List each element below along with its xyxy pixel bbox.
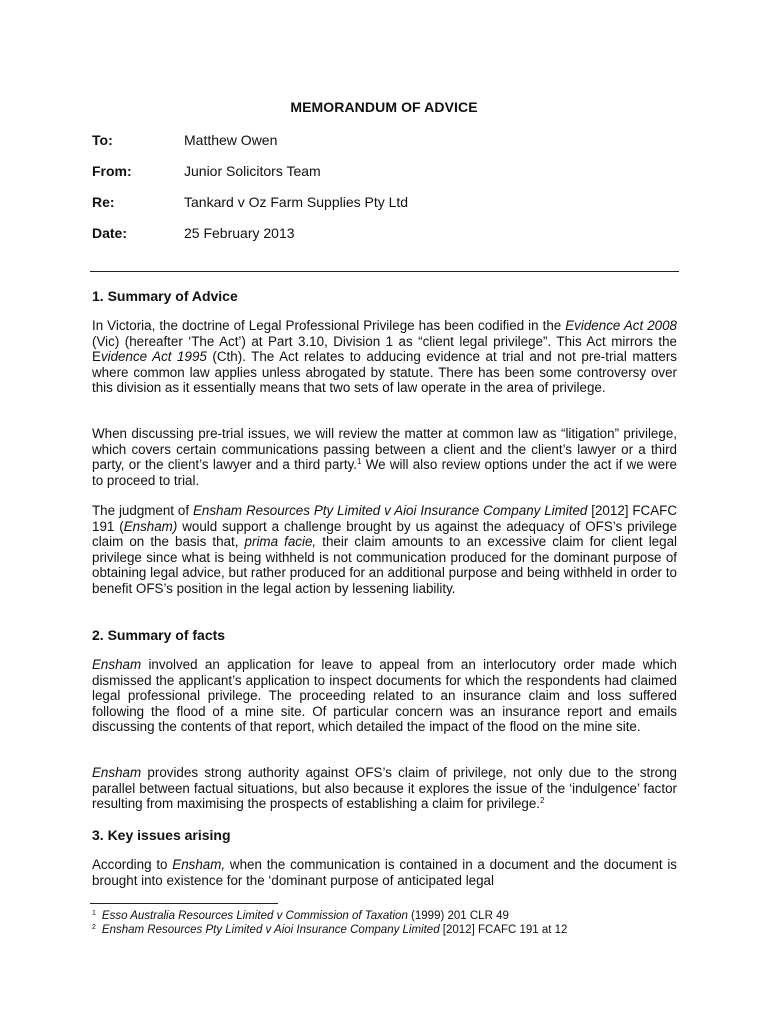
paragraph-ensham-authority: Ensham provides strong authority against OFS’s claim of privilege, not only due to the strong parallel between factual situations, but also because it explores the issue of the ‘indulgence’ factor resulting from maximising the prospects of establishing a claim for privilege.$^2$ (92, 765, 677, 811)
footnote-divider (90, 903, 278, 904)
header-divider (90, 271, 679, 272)
paragraph-pre-trial: When discussing pre-trial issues, we will review the matter at common law as “litigation” privilege, which covers certain communications passing between a client and the client’s lawyer or a third party, or the client’s lawyer and a third party.$^1$ We will also review options under the act if we were to proceed to trial. (92, 426, 677, 488)
from-label: From: (92, 163, 132, 179)
footnote-ref-2: 2 (540, 796, 545, 805)
paragraph-ensham-facts: Ensham involved an application for leave to appeal from an interlocutory order made which dismissed the applicant’s application to inspect documents for which the respondents had claimed legal professional privilege. The proceeding related to an insurance claim and loss suffered following the flood of a mine site. Of particular concern was an insurance report and emails discussing the contents of that report, which detailed the impact of the flood on the mine site. (92, 657, 677, 734)
footnote-1: $^1$ Esso Australia Resources Limited v Commission of Taxation (1999) 201 CLR 49 (92, 910, 509, 922)
to-label: To: (92, 132, 113, 148)
re-value: Tankard v Oz Farm Supplies Pty Ltd (184, 194, 409, 210)
footnote-2: $^2$ Ensham Resources Pty Limited v Aioi Insurance Company Limited [2012] FCAFC 191 at 12 (92, 924, 568, 936)
date-value: 25 February 2013 (184, 225, 295, 241)
date-label: Date: (92, 225, 128, 241)
section-heading-summary-of-advice: 1. Summary of Advice (92, 288, 238, 304)
section-heading-summary-of-facts: 2. Summary of facts (92, 627, 226, 643)
to-value: Matthew Owen (184, 132, 278, 148)
re-label: Re: (92, 194, 115, 210)
section-heading-key-issues: 3. Key issues arising (92, 827, 231, 843)
paragraph-codification: In Victoria, the doctrine of Legal Professional Privilege has been codified in the Evidence Act 2008 (Vic) (hereafter ‘The Act’) at Part 3.10, Division 1 as “client legal privilege”. This Act mirrors the Evidence Act 1995 (Cth). The Act relates to adducing evidence at trial and not pre-trial matters where common law applies unless abrogated by statute. There has been some controversy over this division as it essentially means that two sets of law operate in the area of privilege. (92, 318, 677, 395)
paragraph-key-issues: According to Ensham, when the communication is contained in a document and the document is brought into existence for the ‘dominant purpose of anticipated legal (92, 857, 677, 888)
footnote-ref-1: 1 (357, 457, 362, 466)
from-value: Junior Solicitors Team (184, 163, 321, 179)
paragraph-ensham-judgment: The judgment of Ensham Resources Pty Limited v Aioi Insurance Company Limited [2012] FCAFC 191 (Ensham) would support a challenge brought by us against the adequacy of OFS’s privilege claim on the basis that, prima facie, their claim amounts to an excessive claim for client legal privilege since what is being withheld is not communication produced for the dominant purpose of obtaining legal advice, but rather produced for an additional purpose and being withheld in order to benefit OFS’s position in the legal action by lessening liability. (92, 503, 678, 596)
memo-title: MEMORANDUM OF ADVICE (290, 99, 478, 115)
